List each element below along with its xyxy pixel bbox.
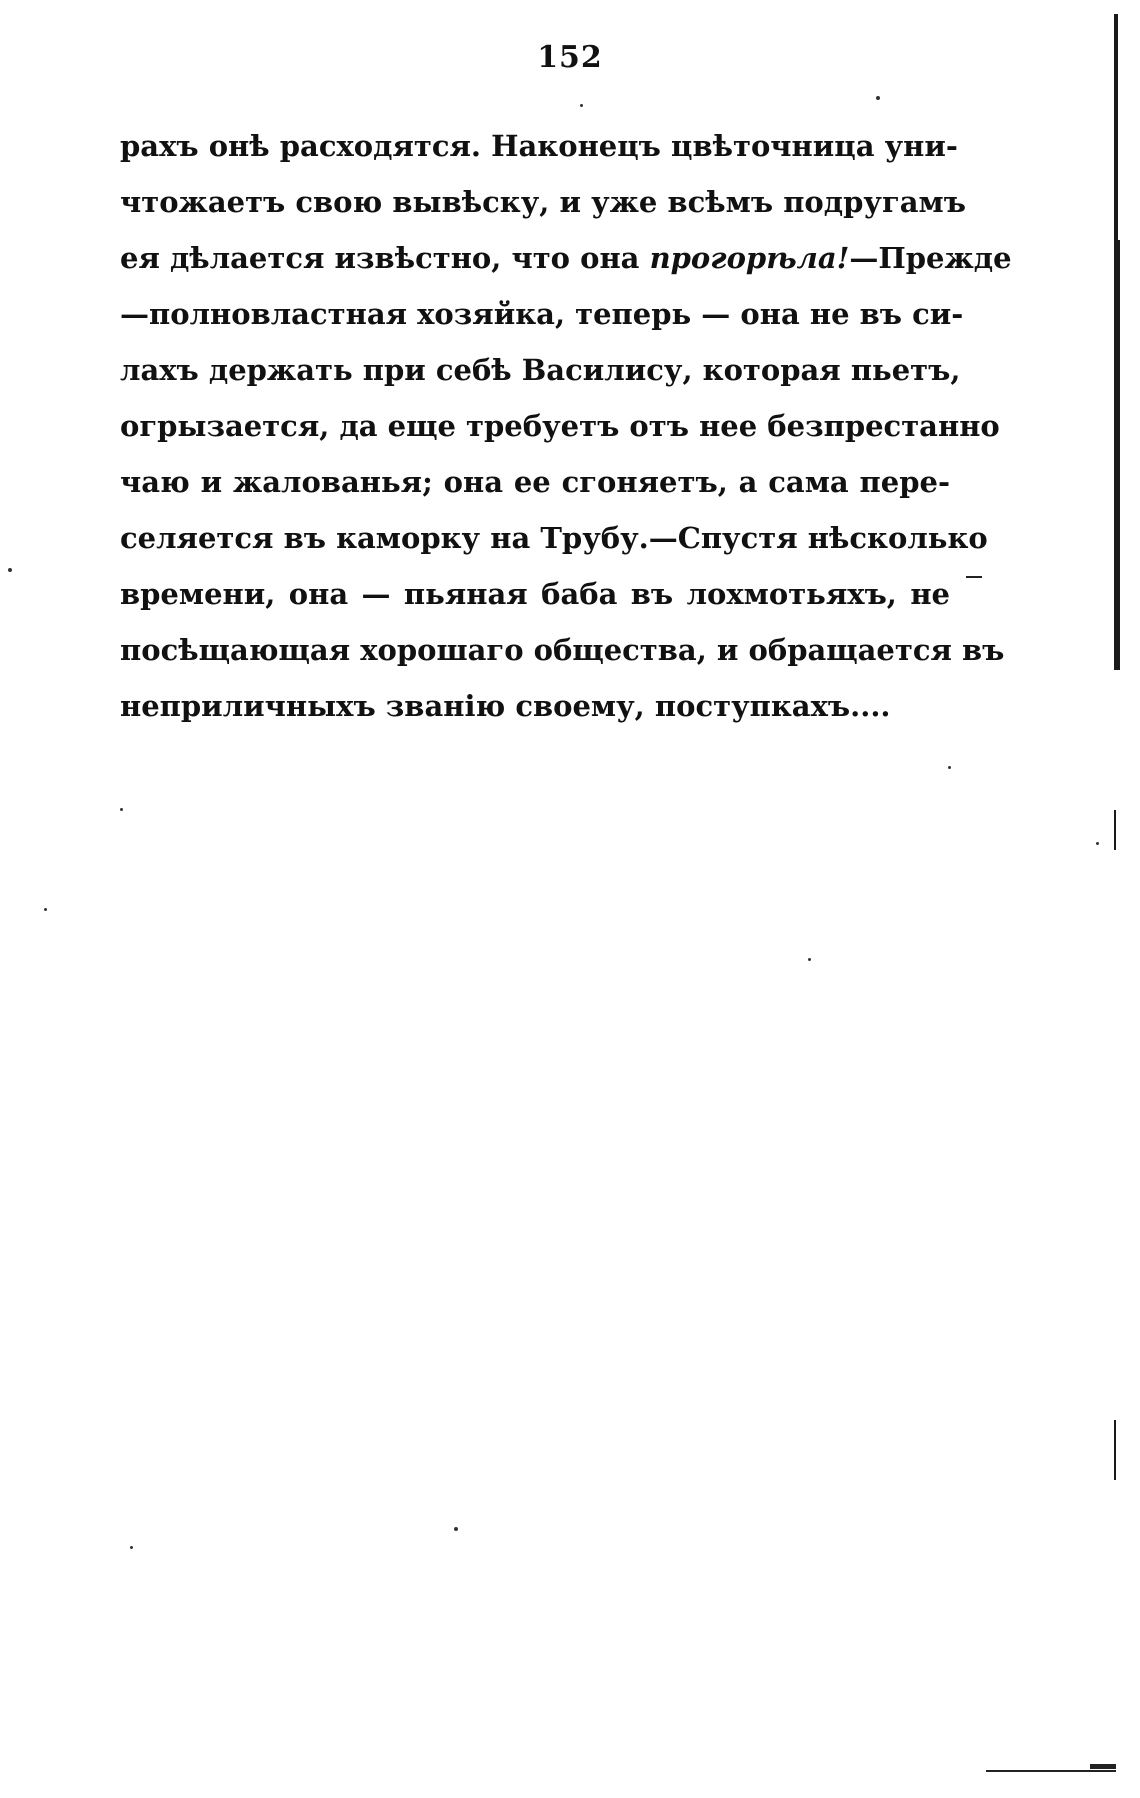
- page-number: 152: [537, 40, 603, 75]
- text-line-10: посѣщающая хорошаго общества, и обращается въ: [120, 633, 1005, 667]
- text-line-8: селяется въ каморку на Трубу.—Спустя нѣсколько: [120, 521, 988, 555]
- scan-speck: [580, 104, 583, 107]
- scan-dash-mark: [966, 576, 982, 578]
- binding-edge-mark: [1114, 14, 1118, 244]
- scan-speck: [1096, 842, 1099, 845]
- binding-edge-mark: [1114, 810, 1116, 850]
- text-line-5: лахъ держать при себѣ Василису, которая пьетъ,: [120, 353, 961, 387]
- italic-word: прогорѣла!: [649, 241, 850, 275]
- text-line-3-end: —Прежде: [849, 241, 1012, 275]
- scan-speck: [454, 1527, 458, 1531]
- scan-speck: [8, 568, 12, 572]
- scan-speck: [130, 1546, 133, 1549]
- text-line-7: чаю и жалованья; она ее сгоняетъ, а сама пере-: [120, 465, 950, 499]
- scan-speck: [808, 958, 811, 961]
- body-text: [120, 118, 1012, 734]
- text-line-11: неприличныхъ званію своему, поступкахъ....: [120, 689, 891, 723]
- scan-dash-mark: [986, 1770, 1116, 1772]
- text-line-4: —полновластная хозяйка, теперь — она не въ си-: [120, 297, 964, 331]
- scan-speck: [120, 808, 123, 811]
- text-line-3: [120, 230, 1012, 286]
- text-line-1: рахъ онѣ расходятся. Наконецъ цвѣточница уни-: [120, 129, 958, 163]
- binding-edge-mark: [1114, 240, 1120, 670]
- text-line-3-start: ея дѣлается извѣстно, что она: [120, 241, 650, 275]
- text-line-9: времени, она — пьяная баба въ лохмотьяхъ, не: [120, 577, 950, 611]
- scan-speck: [44, 908, 47, 911]
- scan-speck: [948, 766, 951, 769]
- text-line-2: чтожаетъ свою вывѣску, и уже всѣмъ подругамъ: [120, 185, 966, 219]
- binding-edge-mark: [1114, 1420, 1116, 1480]
- text-line-6: огрызается, да еще требуетъ отъ нее безпрестанно: [120, 409, 1000, 443]
- scan-speck: [876, 96, 880, 100]
- scan-dash-mark: [1090, 1764, 1116, 1769]
